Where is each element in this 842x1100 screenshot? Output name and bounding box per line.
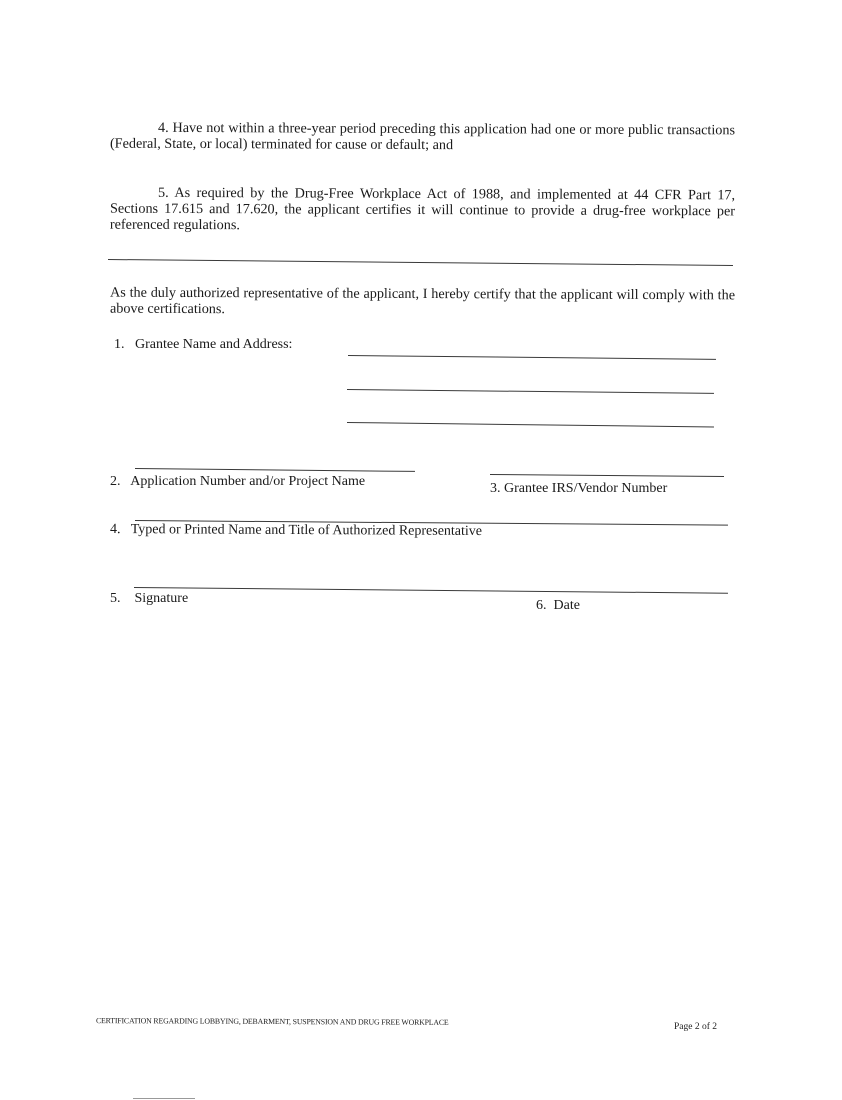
grantee-address-line-3[interactable] (347, 422, 714, 427)
application-number-line[interactable] (135, 468, 415, 472)
item-number: 4. (158, 119, 169, 136)
signature-label (110, 591, 188, 607)
field-number: 6. (536, 598, 547, 613)
field-number: 3. (490, 481, 501, 496)
field-label: Grantee IRS/Vendor Number (504, 481, 668, 496)
irs-vendor-number-label (490, 481, 667, 497)
grantee-name-address-label (114, 337, 292, 353)
field-number: 1. (114, 337, 125, 352)
item-text: As required by the Drug-Free Workplace Act of 1988, and implemented at 44 CFR Part 17, Sections 17.615 and 17.620, the applicant certifies it will continue to provide a drug-free workplace per referenced regulations. (109, 184, 736, 234)
representative-name-label (110, 522, 482, 540)
field-label: Application Number and/or Project Name (130, 474, 366, 489)
signature-line[interactable] (134, 587, 728, 594)
application-number-label (110, 474, 365, 490)
certification-item-4 (110, 120, 735, 155)
item-number: 5. (158, 184, 169, 201)
statement-text: As the duly authorized representative of the applicant, I hereby certify that the applicant will comply with the above certifications. (109, 284, 736, 318)
date-label (536, 598, 580, 614)
item-text: Have not within a three-year period preceding this application had one or more public transactions (Federal, State, or local) terminated for cause or default; and (109, 119, 736, 154)
certification-statement (110, 285, 735, 320)
field-number: 2. (110, 474, 121, 489)
footer-title: CERTIFICATION REGARDING LOBBYING, DEBARMENT, SUSPENSION AND DRUG FREE WORKPLACE (95, 1016, 449, 1027)
field-label: Date (553, 598, 580, 613)
irs-vendor-number-line[interactable] (490, 474, 724, 477)
certification-item-5 (110, 185, 735, 236)
scan-artifact-line (133, 1098, 195, 1099)
grantee-address-line-2[interactable] (347, 389, 714, 394)
field-number: 5. (110, 591, 121, 606)
grantee-name-line-1[interactable] (348, 355, 716, 360)
field-label: Typed or Printed Name and Title of Authorized Representative (130, 522, 483, 539)
page-number: Page 2 of 2 (674, 1022, 718, 1032)
field-label: Signature (134, 591, 189, 606)
field-number: 4. (109, 522, 121, 538)
section-divider (108, 259, 733, 266)
field-label: Grantee Name and Address: (135, 337, 293, 352)
